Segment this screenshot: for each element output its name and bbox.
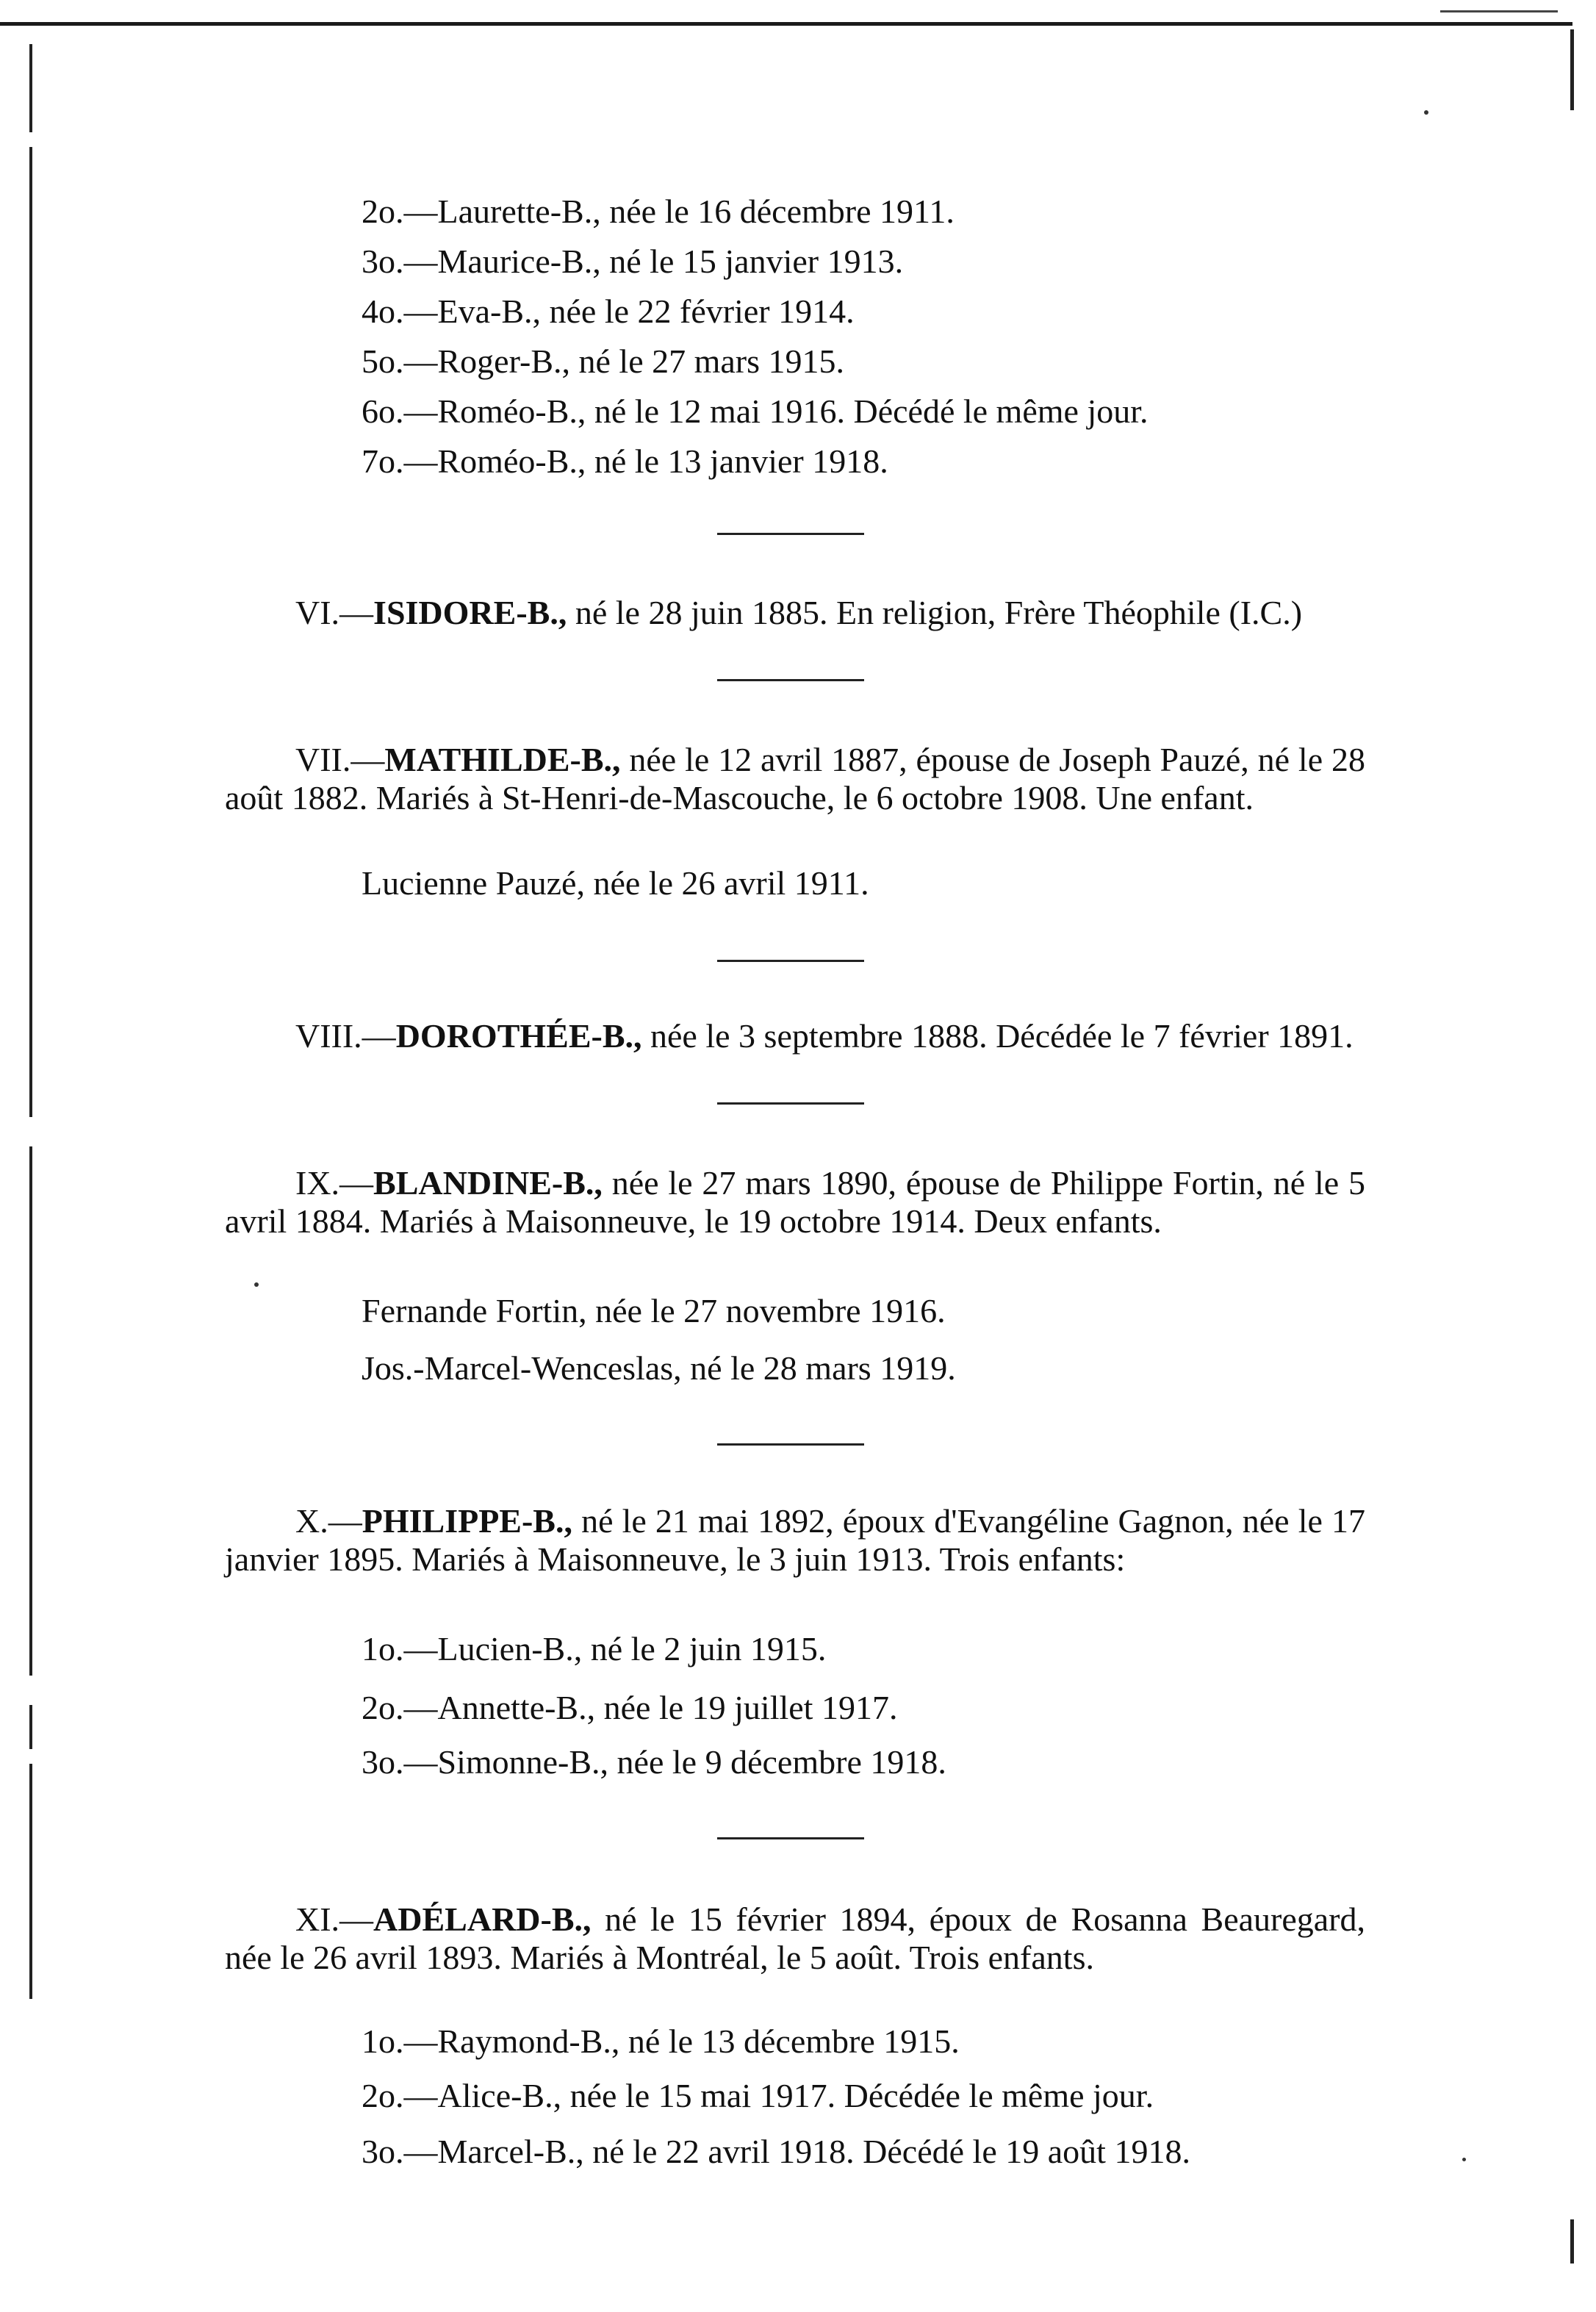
entry-name: DOROTHÉE-B., — [395, 1017, 642, 1055]
section-divider — [717, 960, 864, 962]
child-entry: 2o.—Laurette-B., née le 16 décembre 1911. — [362, 193, 955, 230]
family-entry-vii — [225, 741, 1365, 817]
entry-number: VIII.— — [295, 1017, 396, 1055]
entry-name: PHILIPPE-B., — [362, 1502, 572, 1540]
entry-text: née le 12 avril 1887, épouse de Joseph Pauzé, né le 28 août 1882. Mariés à St-Henri-de-Mascouche, le 6 octobre 1908. Une enfant. — [225, 741, 1365, 816]
child-entry: 6o.—Roméo-B., né le 12 mai 1916. Décédé le même jour. — [362, 392, 1149, 430]
entry-name: ADÉLARD-B., — [373, 1900, 592, 1938]
child-entry: 4o.—Eva-B., née le 22 février 1914. — [362, 292, 855, 330]
entry-text: né le 15 février 1894, époux de Rosanna Beauregard, née le 26 avril 1893. Mariés à Montréal, le 5 août. Trois enfants. — [225, 1900, 1365, 1976]
child-entry: 7o.—Roméo-B., né le 13 janvier 1918. — [362, 442, 888, 480]
child-entry: 2o.—Alice-B., née le 15 mai 1917. Décédée le même jour. — [362, 2077, 1154, 2114]
entry-number: X.— — [295, 1502, 362, 1540]
child-entry: 3o.—Maurice-B., né le 15 janvier 1913. — [362, 243, 904, 280]
entry-number: IX.— — [295, 1164, 374, 1202]
child-entry: 5o.—Roger-B., né le 27 mars 1915. — [362, 342, 845, 380]
family-entry-ix — [225, 1164, 1365, 1241]
section-divider — [717, 1102, 864, 1105]
child-entry: 3o.—Simonne-B., née le 9 décembre 1918. — [362, 1743, 946, 1781]
child-entry: 1o.—Raymond-B., né le 13 décembre 1915. — [362, 2022, 960, 2060]
child-entry: 3o.—Marcel-B., né le 22 avril 1918. Décédé le 19 août 1918. — [362, 2133, 1190, 2170]
entry-name: ISIDORE-B., — [373, 594, 567, 631]
entry-text: née le 3 septembre 1888. Décédée le 7 février 1891. — [641, 1017, 1354, 1055]
section-divider — [717, 1443, 864, 1446]
entry-name: BLANDINE-B., — [373, 1164, 603, 1202]
child-entry: Fernande Fortin, née le 27 novembre 1916. — [362, 1292, 946, 1329]
entry-text: né le 28 juin 1885. En religion, Frère Théophile (I.C.) — [567, 594, 1303, 631]
section-divider — [717, 679, 864, 681]
section-divider — [717, 533, 864, 535]
entry-name: MATHILDE-B., — [384, 741, 621, 778]
child-entry: Jos.-Marcel-Wenceslas, né le 28 mars 1919. — [362, 1349, 956, 1387]
family-entry-viii — [225, 1017, 1365, 1055]
section-divider — [717, 1837, 864, 1839]
family-entry-x — [225, 1502, 1365, 1579]
child-entry: 1o.—Lucien-B., né le 2 juin 1915. — [362, 1630, 827, 1667]
entry-number: VII.— — [295, 741, 385, 778]
child-entry: Lucienne Pauzé, née le 26 avril 1911. — [362, 864, 869, 902]
entry-number: VI.— — [295, 594, 374, 631]
entry-text: né le 21 mai 1892, époux d'Evangéline Gagnon, née le 17 janvier 1895. Mariés à Maisonneuve, le 3 juin 1913. Trois enfants: — [225, 1502, 1365, 1578]
entry-number: XI.— — [295, 1900, 374, 1938]
child-entry: 2o.—Annette-B., née le 19 juillet 1917. — [362, 1689, 898, 1726]
entry-text: née le 27 mars 1890, épouse de Philippe Fortin, né le 5 avril 1884. Mariés à Maisonneuve, le 19 octobre 1914. Deux enfants. — [225, 1164, 1365, 1240]
family-entry-vi — [225, 594, 1365, 632]
family-entry-xi — [225, 1900, 1365, 1977]
